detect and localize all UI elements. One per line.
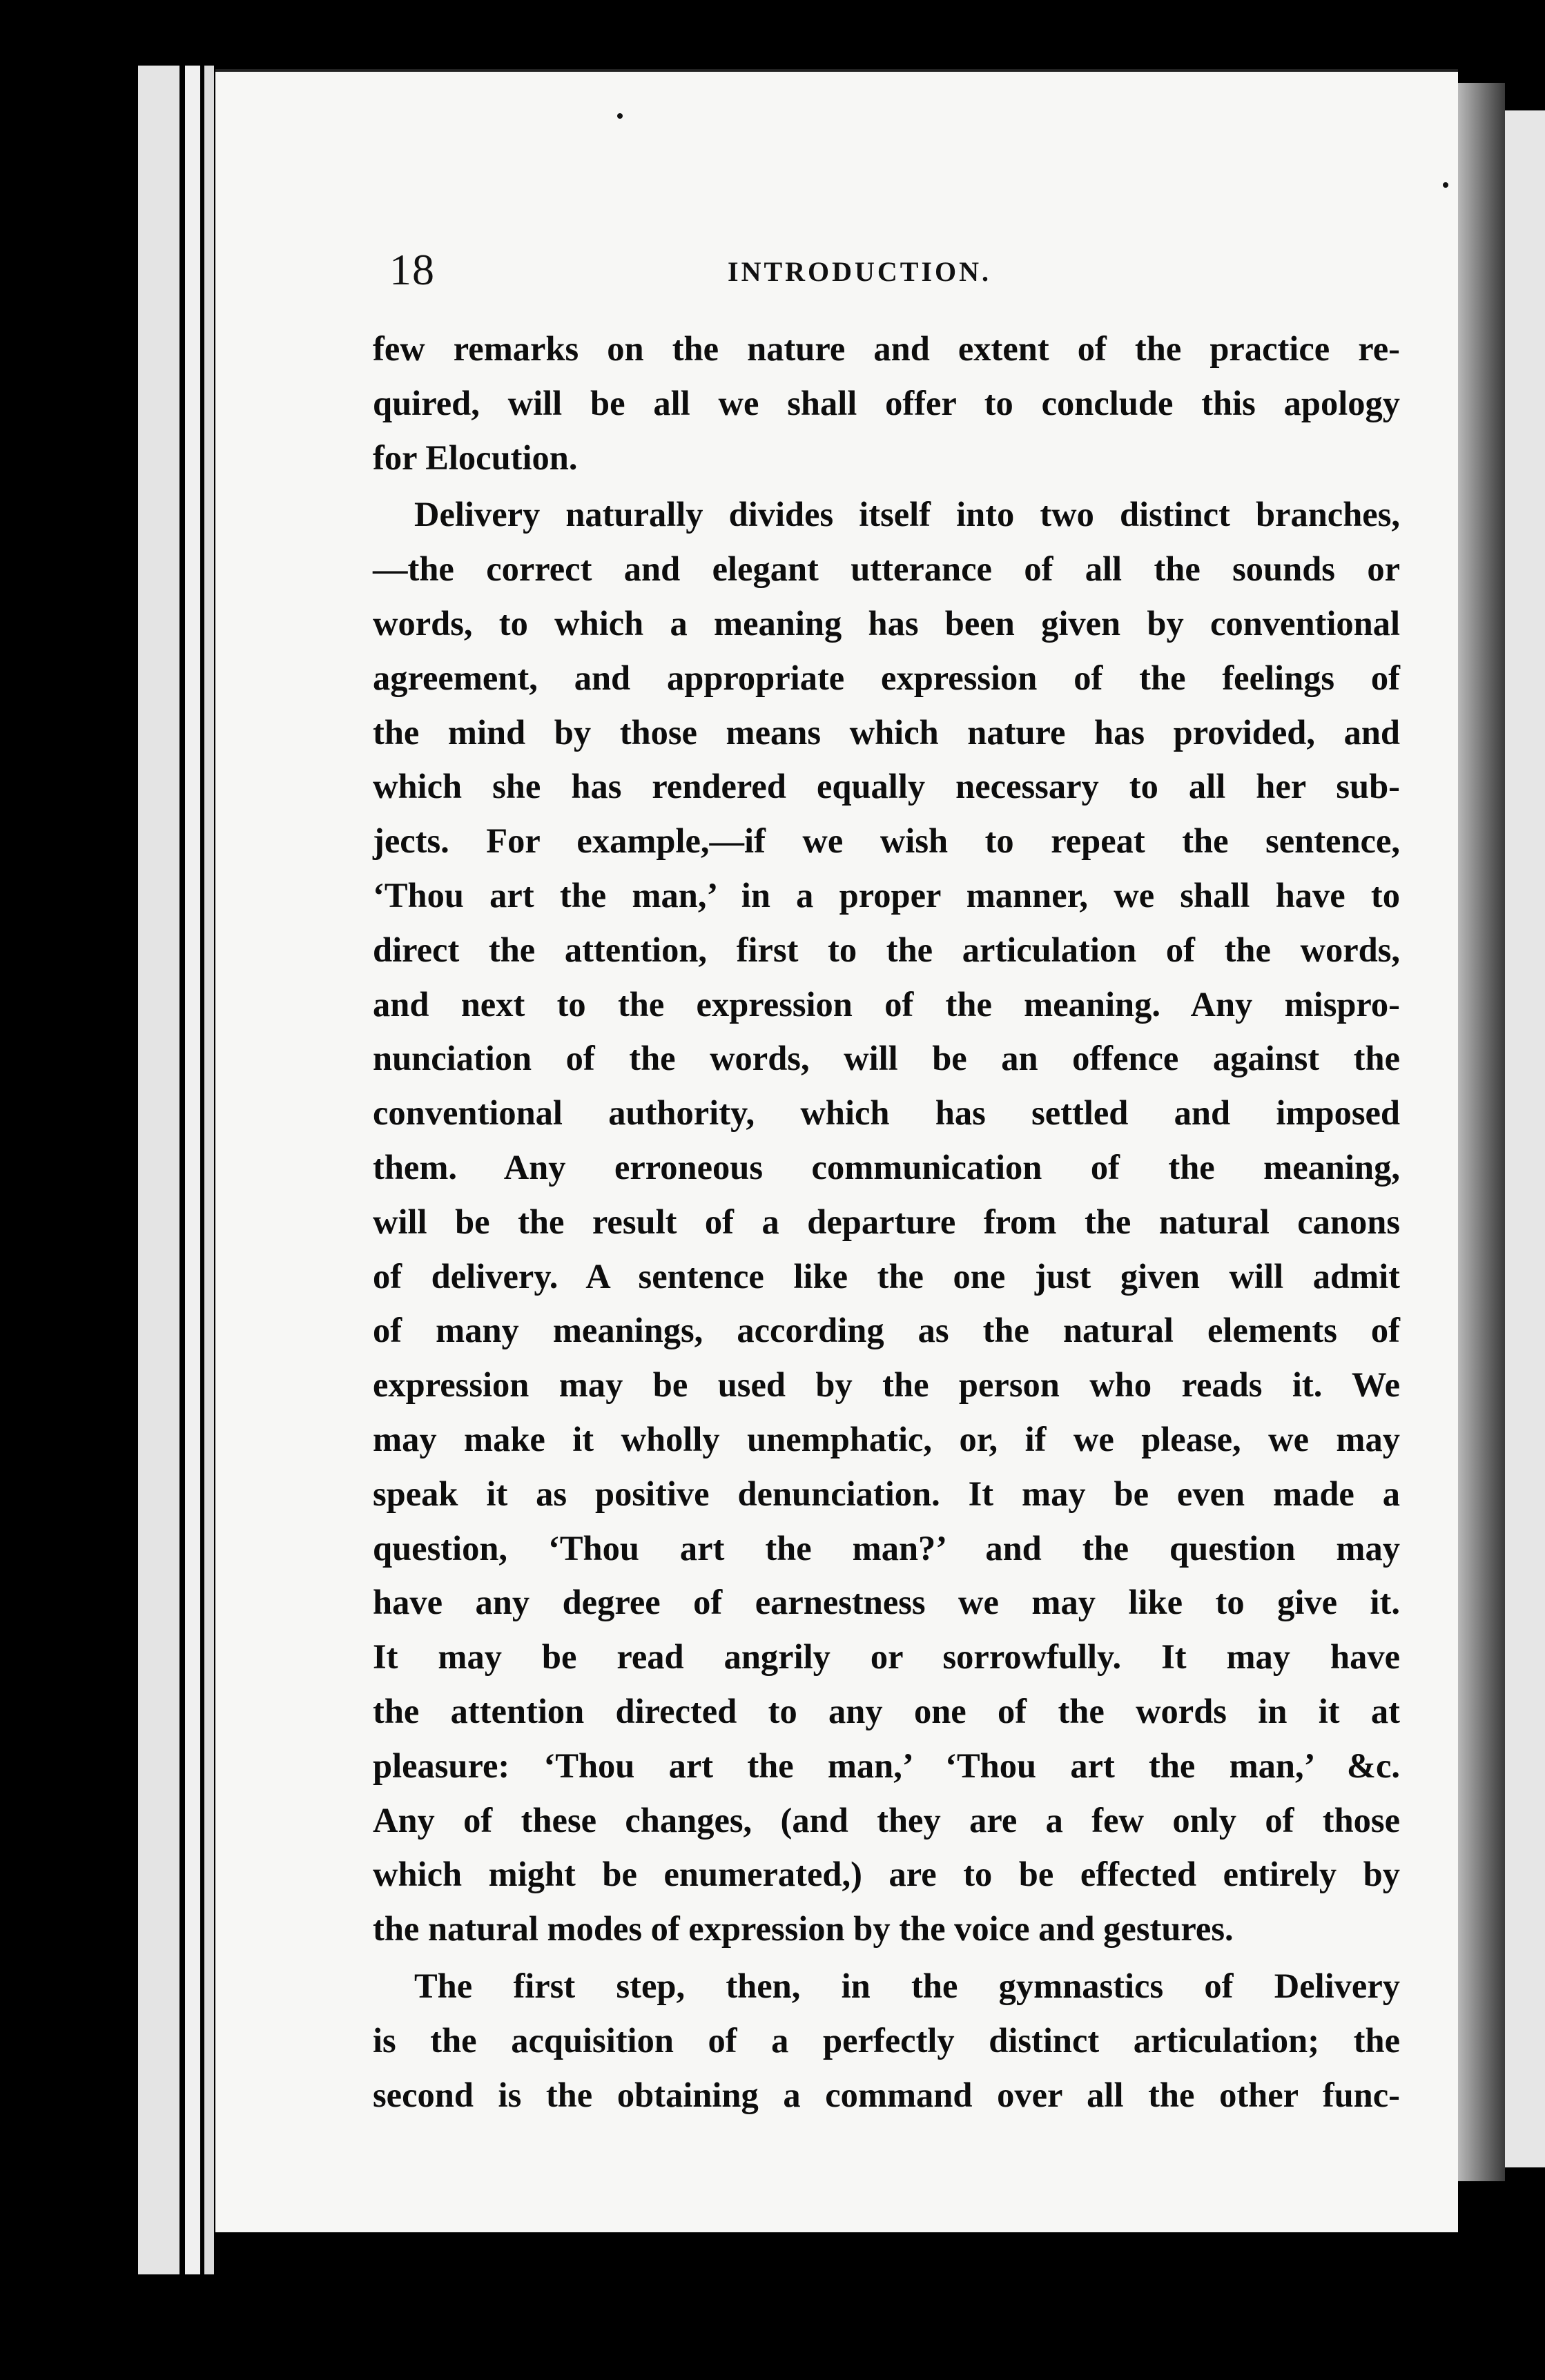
text-line: the natural modes of expression by the voice and gestures. [373,1909,1234,1949]
text-line: —the correct and elegant utterance of all the sounds or [373,549,1400,589]
text-line: The first step, then, in the gymnastics of Delivery [414,1966,1400,2005]
text-line: ‘Thou art the man,’ in a proper manner, we shall have to [373,875,1400,915]
page-edge [138,66,179,2274]
text-line: have any degree of earnestness we may like to give it. [373,1583,1400,1622]
text-line: speak it as positive denunciation. It may be even made a [373,1474,1400,1513]
print-speck [617,113,623,119]
running-head: INTRODUCTION. [728,256,992,287]
text-line: direct the attention, first to the articulation of the words, [373,930,1400,969]
text-line: jects. For example,—if we wish to repeat the sentence, [373,821,1400,861]
text-line: of many meanings, according as the natural elements of [373,1311,1400,1350]
print-speck [1443,182,1448,188]
book-page [215,69,1458,2232]
page-edge [185,66,200,2274]
text-line: pleasure: ‘Thou art the man,’ ‘Thou art the man,’ &c. [373,1746,1400,1785]
text-line: nunciation of the words, will be an offence against the [373,1039,1400,1078]
text-line: second is the obtaining a command over all the other func- [373,2075,1400,2114]
text-line: is the acquisition of a perfectly distinct articulation; the [373,2020,1400,2060]
text-line: It may be read angrily or sorrowfully. It may have [373,1637,1400,1677]
text-line: which she has rendered equally necessary to all her sub- [373,767,1400,806]
page-header [389,244,1383,300]
text-line: the mind by those means which nature has provided, and [373,712,1400,752]
text-line: question, ‘Thou art the man?’ and the question may [373,1528,1400,1568]
text-line: expression may be used by the person who reads it. We [373,1365,1400,1405]
text-line: the attention directed to any one of the words in it at [373,1691,1400,1730]
body-text [373,322,1400,2122]
text-line: them. Any erroneous communication of the meaning, [373,1147,1400,1187]
text-line: few remarks on the nature and extent of the practice re- [373,329,1400,368]
text-line: which might be enumerated,) are to be effected entirely by [373,1855,1400,1894]
text-line: and next to the expression of the meaning. Any mispro- [373,984,1400,1024]
text-line: Delivery naturally divides itself into two distinct branches, [414,495,1400,534]
facing-page-edge [1505,110,1545,2167]
text-line: agreement, and appropriate expression of the feelings of [373,658,1400,697]
text-line: quired, will be all we shall offer to conclude this apology [373,383,1400,422]
text-line: Any of these changes, (and they are a few only of those [373,1800,1400,1840]
text-line: conventional authority, which has settled and imposed [373,1093,1400,1133]
gutter-shadow [1450,83,1505,2181]
text-line: for Elocution. [373,438,578,477]
page-edge [204,66,214,2274]
page-number: 18 [389,245,435,294]
text-line: will be the result of a departure from the natural canons [373,1202,1400,1241]
text-line: of delivery. A sentence like the one just given will admit [373,1256,1400,1296]
text-line: may make it wholly unemphatic, or, if we please, we may [373,1419,1400,1459]
text-line: words, to which a meaning has been given by conventional [373,603,1400,643]
